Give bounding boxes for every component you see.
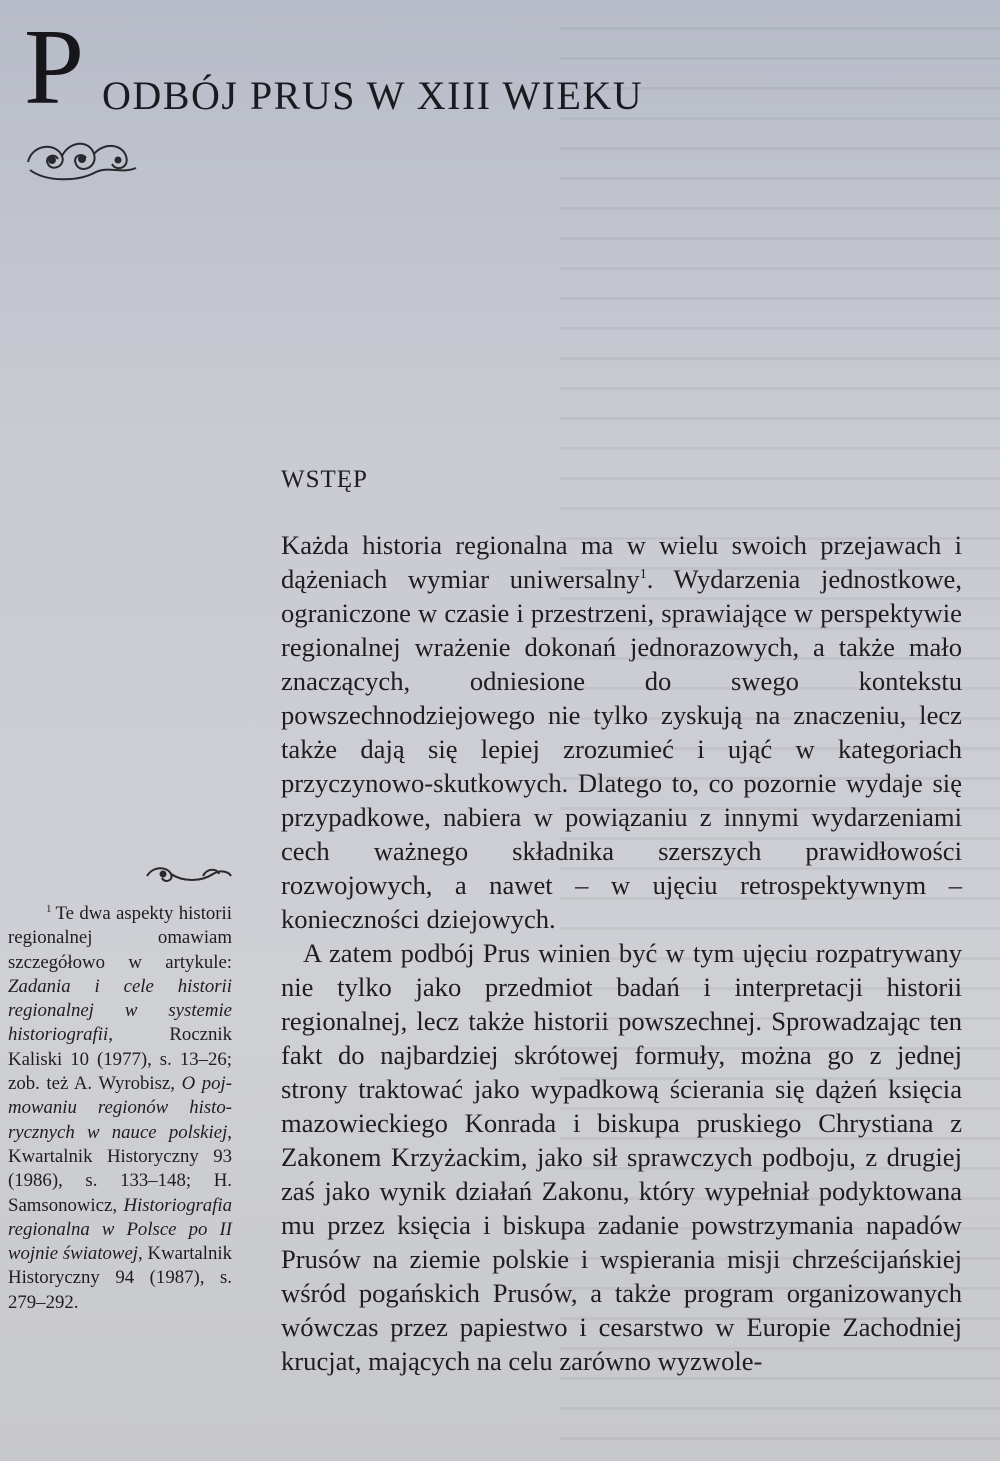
footnote-title-1: Zadania i cele historii regionalnej w systemie historiografii [8, 975, 232, 1046]
paragraph-1-rest: . Wydarzenia jednostkowe, ograniczone w czasie i przestrzeni, sprawiające w perspektywie regionalnej wrażenie dokonań jednorazowych, a także mało znaczących, odniesione do swego kontekstu powszechnodziejowego nie tylko zyskują na znaczeniu, lecz także dają się lepiej zrozumieć i ująć w kategoriach przyczynowo-skutkowych. Dlatego to, co pozornie wydaje się przypadkowe, nabiera w powiązaniu z innymi wydarzeniami cech ważnego składnika szerszych prawidłowości rozwojowych, a nawet – w ujęciu retrospektywnym – konieczności dziejowych. [281, 564, 963, 934]
footnote-number: 1 [46, 902, 52, 915]
footnote-text-3: , Kwartalnik Historyczny 93 (1986), s. 133–148; H. Samsonowicz, [8, 1121, 232, 1216]
paragraph-1 [281, 528, 962, 936]
small-flourish-icon [143, 860, 235, 888]
section-heading: WSTĘP [281, 466, 368, 493]
paragraph-2: A zatem podbój Prus winien być w tym ujęciu rozpatrywany nie tylko jako przedmiot badań i interpretacji historii regionalnej, lecz także historii powszechnej. Sprowadzając ten fakt do najbardziej skrótowej formuły, można go z jednej strony traktować jako wypadkową ścierania się dążeń księcia mazowieckiego Konrada i biskupa pruskiego Chrystiana z Zakonem Krzyżackim, jako sił sprawczych podboju, z drugiej zaś jako wynik działań Zakonu, który wypełniał podyktowana mu przez księcia i biskupa zadanie powstrzymania napadów Prusów na ziemie polskie i wspierania misji chrześcijańskiej wśród pogańskich Prusów, a także program organizowanych wówczas przez papiestwo i cesarstwo w Europie Zachodniej krucjat, mających na celu zarówno wyzwole- [281, 938, 962, 1376]
flourish-ornament-icon [22, 132, 142, 186]
footnote [8, 902, 232, 1315]
paragraph-1-start: Każda historia regionalna ma w wielu swoich przejawach i dążeniach wymiar uniwersalny [281, 530, 962, 594]
title-initial-letter: P [24, 8, 85, 127]
footnote-title-3: Historiografia regionalna w Polsce po II wojnie światowej [8, 1194, 232, 1265]
footnote-text-4: , Kwartalnik Historyczny 94 (1987), s. 279–292. [8, 1243, 232, 1313]
footnote-text-2: , Rocznik Kaliski 10 (1977), s. 13–26; zob. też A. Wyrobisz, [8, 1024, 232, 1095]
main-text [281, 528, 962, 1378]
footnote-title-2: O pojmowaniu regionów historycznych w nauce polskiej [8, 1073, 232, 1143]
title-text: ODBÓJ PRUS W XIII WIEKU [102, 73, 644, 118]
footnote-reference: 1 [639, 567, 647, 583]
footnote-text-1: Te dwa aspekty historii regionalnej omawiam szczegółowo w artykule: [8, 903, 232, 973]
chapter-title [24, 8, 744, 130]
